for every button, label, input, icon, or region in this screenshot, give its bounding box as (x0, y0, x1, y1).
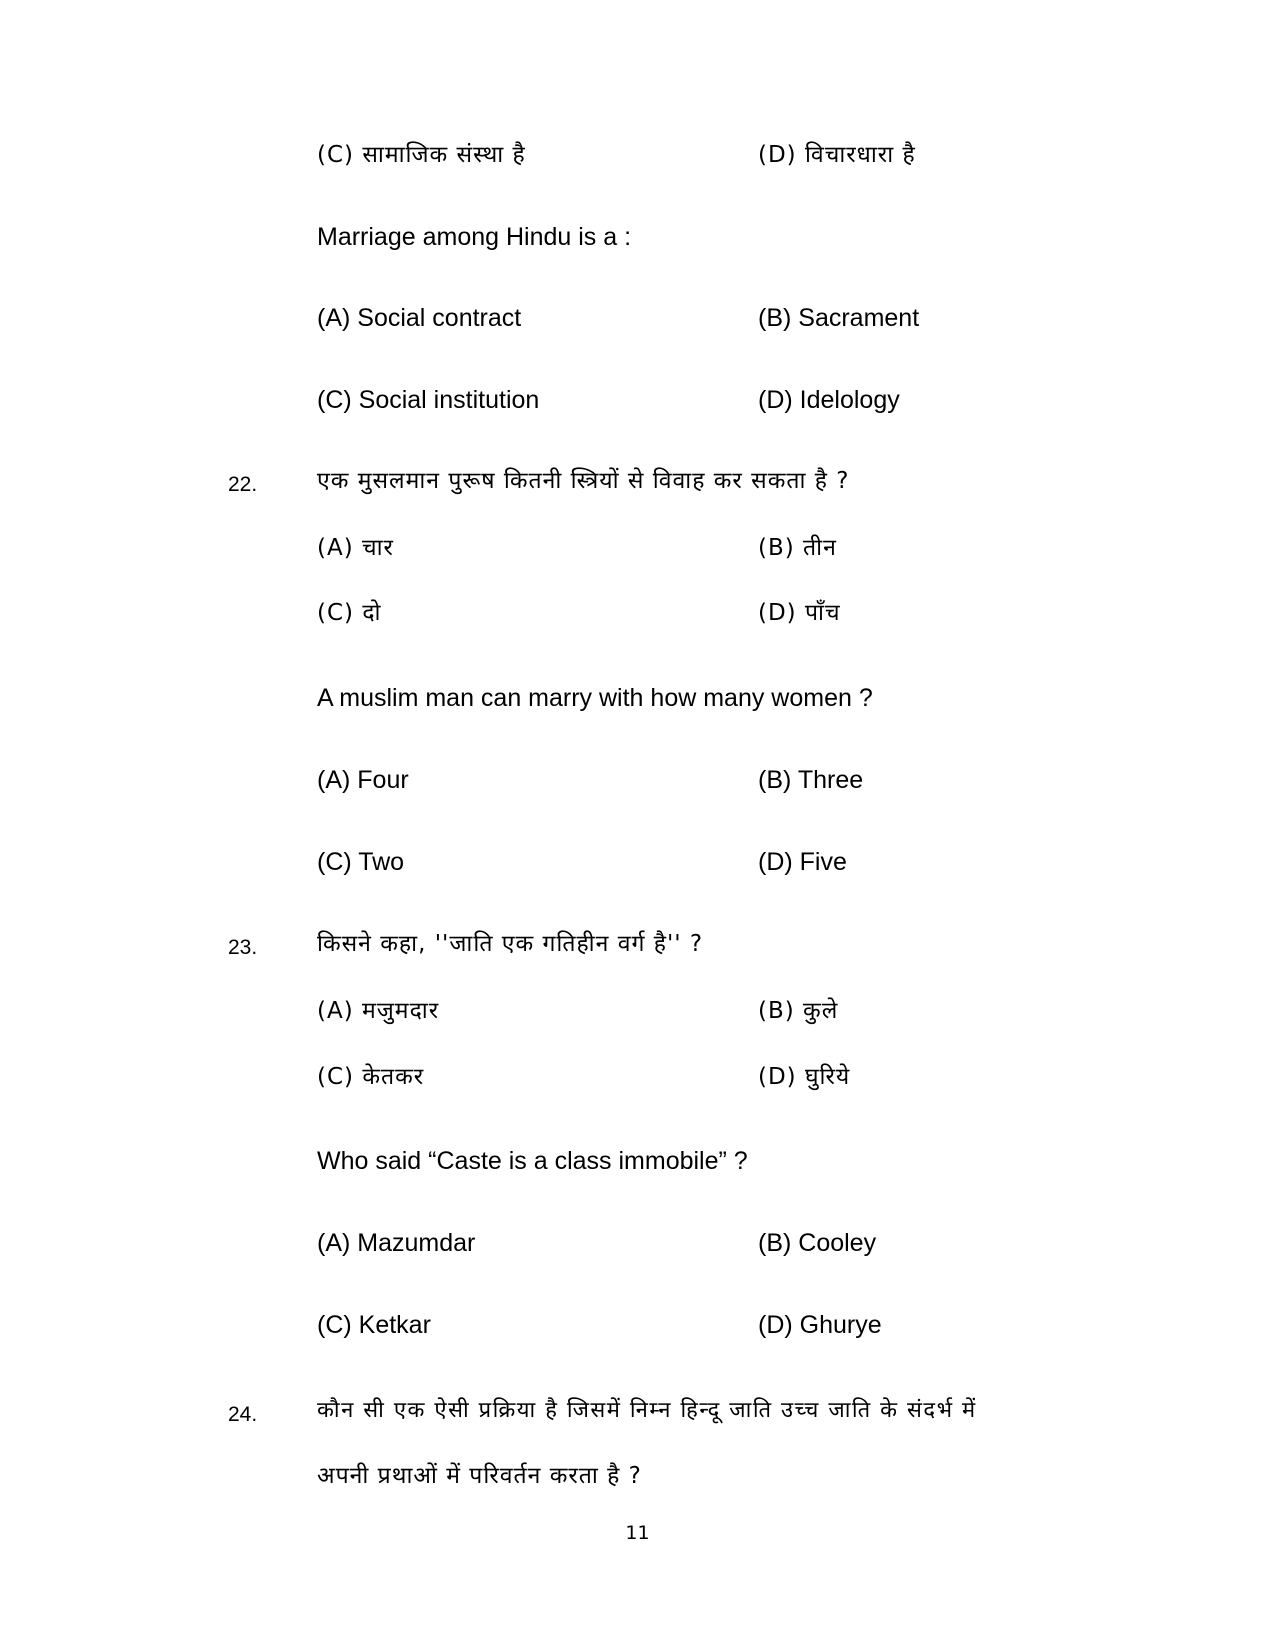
q24-hindi-question-line1: कौन सी एक ऐसी प्रक्रिया है जिसमें निम्न हिन्दू जाति उच्च जाति के संदर्भ में (317, 1398, 977, 1423)
q22-english-option-b: (B) Three (758, 766, 864, 794)
page-number: 11 (625, 1522, 650, 1544)
q23-hindi-option-c: (C) केतकर (317, 1064, 425, 1090)
q22-hindi-option-c: (C) दो (317, 600, 382, 626)
q23-english-option-a: (A) Mazumdar (317, 1229, 476, 1257)
q21-hindi-option-d: (D) विचारधारा है (758, 142, 916, 168)
q21-english-option-c: (C) Social institution (317, 386, 540, 414)
q22-english-option-d: (D) Five (758, 848, 847, 876)
q23-hindi-option-d: (D) घुरिये (758, 1064, 851, 1090)
q21-english-question: Marriage among Hindu is a : (317, 223, 632, 251)
q22-hindi-option-d: (D) पाँच (758, 600, 841, 626)
q23-number: 23. (228, 936, 258, 959)
q21-hindi-option-c: (C) सामाजिक संस्था है (317, 142, 526, 168)
q24-number: 24. (228, 1403, 258, 1426)
q21-english-option-d: (D) Idelology (758, 386, 900, 414)
q23-english-option-b: (B) Cooley (758, 1229, 877, 1257)
q22-hindi-option-b: (B) तीन (758, 535, 837, 561)
q22-english-question: A muslim man can marry with how many women ? (317, 684, 873, 712)
q23-english-option-d: (D) Ghurye (758, 1311, 882, 1339)
q21-english-option-b: (B) Sacrament (758, 304, 920, 332)
q21-english-option-a: (A) Social contract (317, 304, 522, 332)
q23-hindi-option-b: (B) कुले (758, 998, 839, 1024)
q23-hindi-question: किसने कहा, ''जाति एक गतिहीन वर्ग है'' ? (317, 931, 704, 957)
q22-hindi-question: एक मुसलमान पुरूष कितनी स्त्रियों से विवाह कर सकता है ? (317, 468, 850, 494)
q23-hindi-option-a: (A) मजुमदार (317, 998, 440, 1024)
q23-english-option-c: (C) Ketkar (317, 1311, 431, 1339)
q22-english-option-a: (A) Four (317, 766, 409, 794)
q24-hindi-question-line2: अपनी प्रथाओं में परिवर्तन करता है ? (317, 1463, 642, 1489)
q22-english-option-c: (C) Two (317, 848, 405, 876)
q22-number: 22. (228, 473, 258, 496)
q22-hindi-option-a: (A) चार (317, 535, 394, 561)
q23-english-question: Who said “Caste is a class immobile” ? (317, 1147, 748, 1175)
